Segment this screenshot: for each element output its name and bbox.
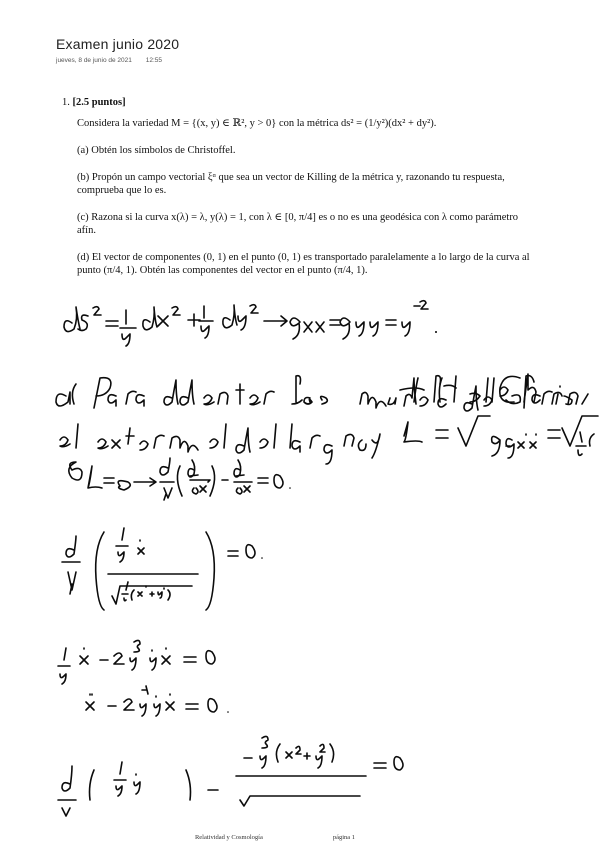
footer-page: página 1 bbox=[332, 834, 356, 841]
handwriting-eq4 bbox=[58, 736, 403, 816]
handwriting-eq3 bbox=[86, 686, 229, 716]
problem-intro: Considera la variedad M = {(x, y) ∈ ℝ², y > 0} con la métrica ds² = (1/y²)(dx² + dy²). bbox=[77, 118, 437, 129]
footer-course: Relatividad y Cosmología bbox=[194, 834, 263, 841]
date-text: jueves, 8 de junio de 2021 bbox=[56, 57, 132, 64]
handwriting-part-a-line1 bbox=[56, 374, 600, 411]
problem-part-c: (c) Razona si la curva x(λ) = λ, y(λ) = 1, con λ ∈ [0, π/4] es o no es una geodésica con λ como parámetro afín. bbox=[77, 212, 519, 236]
problem-number: 1. bbox=[62, 97, 70, 108]
problem-part-a: (a) Obtén los símbolos de Christoffel. bbox=[77, 145, 236, 156]
handwriting-eq1 bbox=[62, 528, 263, 610]
handwriting-part-a-line2 bbox=[60, 416, 598, 464]
page-title: Examen junio 2020 bbox=[56, 36, 180, 52]
problem-part-b: (b) Propón un campo vectorial ξᵅ que sea un vector de Killing de la métrica y, razonando tu respuesta, comprueba que lo es. bbox=[77, 172, 505, 196]
handwriting-eq2 bbox=[58, 640, 215, 684]
handwriting-euler-lagrange bbox=[69, 458, 291, 500]
problem-part-d: (d) El vector de componentes (0, 1) en el punto (0, 1) es transportado paralelamente a lo largo de la curva al punto (π/4, 1). Obtén las componentes del vector en el punto (π/4, 1). bbox=[77, 252, 530, 276]
problem-points: [2.5 puntos] bbox=[72, 97, 126, 108]
page-footer bbox=[0, 834, 600, 841]
handwriting-metric-line bbox=[64, 301, 437, 346]
time-text: 12:55 bbox=[145, 57, 162, 64]
